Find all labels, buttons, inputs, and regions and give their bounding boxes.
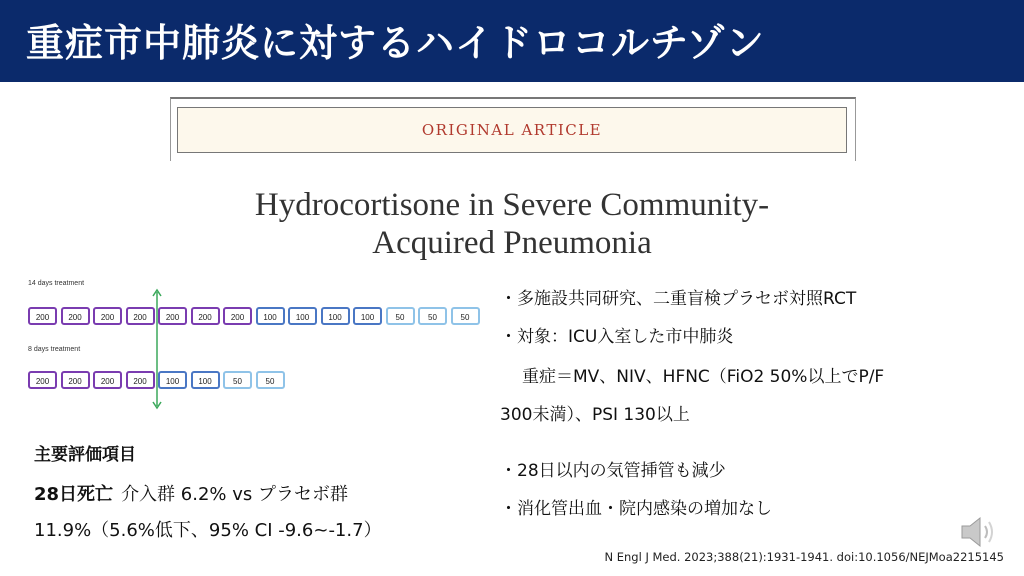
row2-dose-6: 100	[191, 371, 220, 389]
row1-dose-9: 100	[288, 307, 317, 325]
endpoint-result-line1	[34, 480, 348, 506]
citation: N Engl J Med. 2023;388(21):1931-1941. doi:10.1056/NEJMoa2215145	[604, 550, 1004, 564]
title-bar	[0, 0, 1024, 82]
endpoint-heading: 主要評価項目	[34, 445, 136, 465]
row1-dose-1: 200	[28, 307, 57, 325]
article-label-box	[177, 107, 847, 153]
bullet-safety: ・消化管出血・院内感染の増加なし	[500, 499, 772, 519]
bullet-severity-def: 重症＝MV、NIV、HFNC（FiO2 50%以上でP/F	[522, 367, 885, 387]
row2-dose-7: 50	[223, 371, 252, 389]
paper-title	[170, 186, 854, 262]
article-label: ORIGINAL ARTICLE	[421, 121, 603, 139]
row1-label: 14 days treatment	[28, 280, 85, 287]
row1-dose-11: 100	[353, 307, 382, 325]
paper-title-line1: Hydrocortisone in Severe Community-	[254, 187, 770, 223]
speaker-icon[interactable]	[958, 514, 998, 550]
split-arrow	[152, 288, 162, 410]
slide-title: 重症市中肺炎に対するハイドロコルチゾン	[26, 21, 765, 65]
row2-dose-3: 200	[93, 371, 122, 389]
paper-title-line2: Acquired Pneumonia	[372, 225, 652, 261]
row1-dose-14: 50	[451, 307, 480, 325]
row2-dose-4: 200	[126, 371, 155, 389]
dosing-protocol-figure	[28, 280, 488, 410]
row1-dose-2: 200	[61, 307, 90, 325]
bullet-intubation: ・28日以内の気管挿管も減少	[500, 461, 726, 481]
bullet-severity-def-cont: 300未満）、PSI 130以上	[500, 405, 690, 425]
bullet-design: ・多施設共同研究、二重盲検プラセボ対照RCT	[500, 289, 857, 309]
row1-dose-10: 100	[321, 307, 350, 325]
row1-dose-7: 200	[223, 307, 252, 325]
row2-label: 8 days treatment	[28, 346, 81, 353]
row1-dose-13: 50	[418, 307, 447, 325]
row2-dose-1: 200	[28, 371, 57, 389]
endpoint-label: 28日死亡	[34, 484, 114, 505]
row1-dose-3: 200	[93, 307, 122, 325]
row1-dose-6: 200	[191, 307, 220, 325]
row1-dose-8: 100	[256, 307, 285, 325]
row1-dose-4: 200	[126, 307, 155, 325]
row1-dose-5: 200	[158, 307, 187, 325]
row2-dose-2: 200	[61, 371, 90, 389]
article-header-frame	[170, 97, 856, 161]
bullet-population: ・対象：ICU入室した市中肺炎	[500, 327, 734, 347]
row2-dose-8: 50	[256, 371, 285, 389]
row2-dose-5: 100	[158, 371, 187, 389]
row1-dose-12: 50	[386, 307, 415, 325]
endpoint-result-line2: 11.9%（5.6%低下、95% CI -9.6~-1.7）	[34, 520, 382, 541]
endpoint-result-text: 介入群 6.2% vs プラセボ群	[121, 484, 348, 505]
